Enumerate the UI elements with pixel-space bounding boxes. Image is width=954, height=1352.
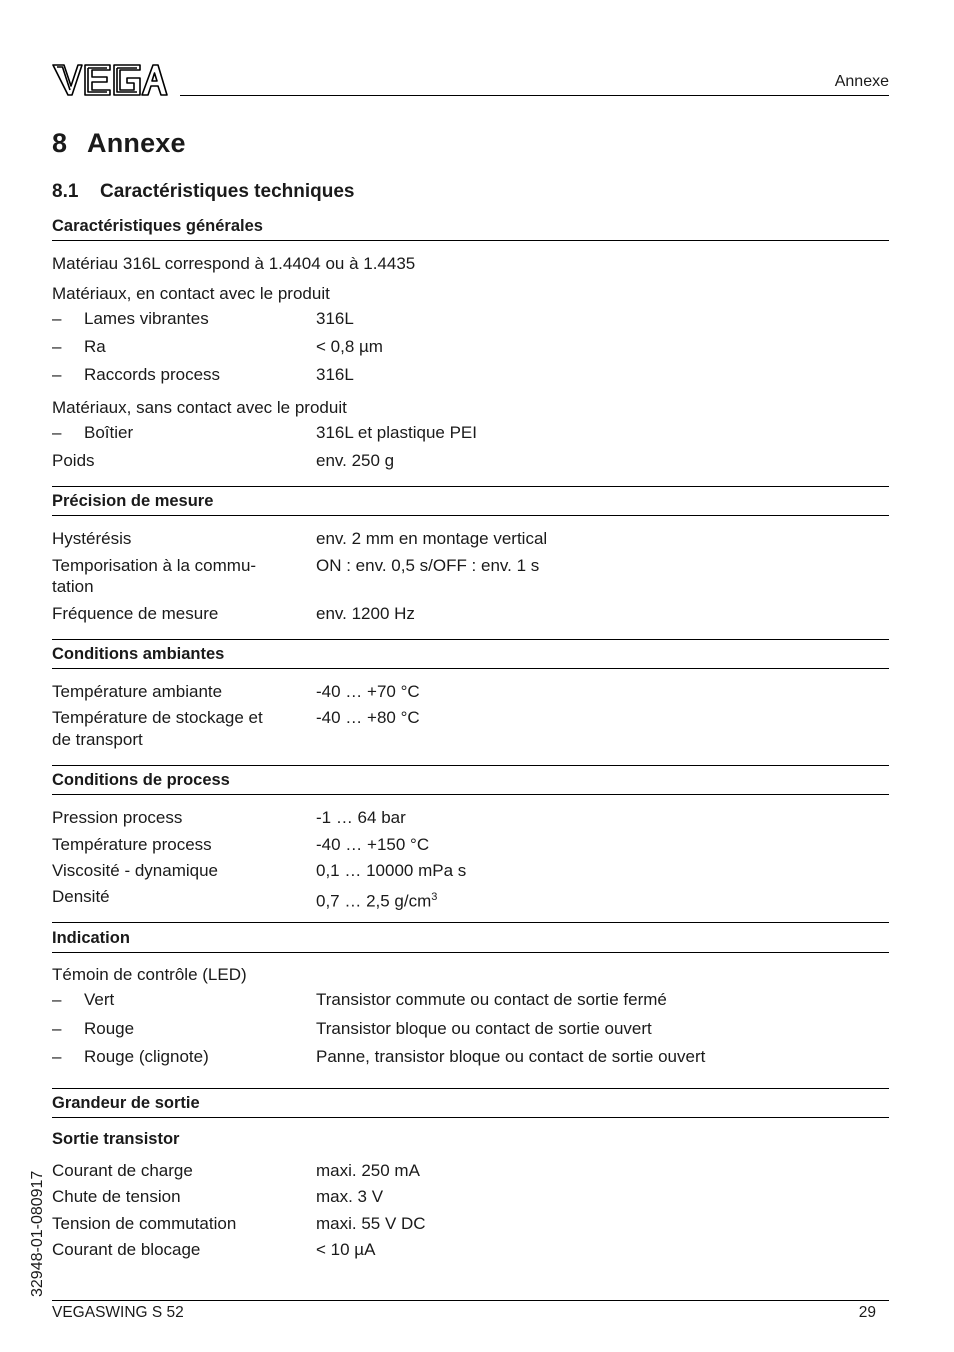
group-rule — [52, 1117, 889, 1118]
chapter-title — [52, 128, 186, 159]
section-number: 8.1 — [52, 181, 79, 202]
spec-label: Fréquence de mesure — [52, 604, 219, 623]
spec-value: maxi. 55 V DC — [316, 1214, 426, 1233]
spec-label: Ra — [84, 337, 106, 356]
section-title — [52, 181, 354, 203]
spec-label: Tension de commutation — [52, 1214, 237, 1233]
document-code: 32948-01-080917 — [29, 1170, 46, 1297]
group-rule — [52, 922, 889, 923]
header-section-title: Annexe — [834, 73, 889, 90]
spec-label: Temporisation à la commu- — [52, 556, 257, 575]
group-rule — [52, 1088, 889, 1089]
chapter-number: 8 — [52, 128, 68, 158]
list-dash: – — [52, 1047, 62, 1066]
spec-value: Transistor bloque ou contact de sortie ouvert — [316, 1019, 652, 1038]
spec-value: 316L — [316, 309, 354, 328]
group-rule — [52, 952, 889, 953]
spec-value: -1 … 64 bar — [316, 808, 406, 827]
spec-label: Rouge (clignote) — [84, 1047, 209, 1066]
footer-product-name: VEGASWING S 52 — [52, 1304, 184, 1321]
group-rule — [52, 240, 889, 241]
spec-label: Poids — [52, 451, 95, 470]
spec-value: -40 … +150 °C — [316, 835, 430, 854]
material-note: Matériau 316L correspond à 1.4404 ou à 1.4435 — [52, 254, 416, 273]
spec-value: 316L et plastique PEI — [316, 423, 477, 442]
group-title-indication: Indication — [52, 929, 130, 947]
wetted-materials-title: Matériaux, en contact avec le produit — [52, 284, 330, 303]
spec-value: < 0,8 µm — [316, 337, 383, 356]
spec-label: Courant de charge — [52, 1161, 193, 1180]
spec-label: Chute de tension — [52, 1187, 181, 1206]
spec-label: Densité — [52, 887, 110, 906]
spec-label: Lames vibrantes — [84, 309, 209, 328]
group-rule — [52, 794, 889, 795]
spec-label-continued: de transport — [52, 730, 143, 749]
spec-label: Hystérésis — [52, 529, 132, 548]
group-title-precision: Précision de mesure — [52, 492, 214, 510]
spec-value: Transistor commute ou contact de sortie fermé — [316, 990, 667, 1009]
section-title-text: Caractéristiques techniques — [100, 181, 355, 202]
spec-label-continued: tation — [52, 577, 94, 596]
group-title-ambient: Conditions ambiantes — [52, 645, 225, 663]
list-dash: – — [52, 309, 62, 328]
group-title-process: Conditions de process — [52, 771, 230, 789]
spec-label: Rouge — [84, 1019, 135, 1038]
spec-label: Température de stockage et — [52, 708, 263, 727]
nonwetted-materials-title: Matériaux, sans contact avec le produit — [52, 398, 347, 417]
list-dash: – — [52, 1019, 62, 1038]
list-dash: – — [52, 337, 62, 356]
footer-rule — [52, 1300, 889, 1301]
spec-value: 316L — [316, 365, 354, 384]
spec-value: env. 2 mm en montage vertical — [316, 529, 548, 548]
spec-value: env. 250 g — [316, 451, 395, 470]
density-exponent: 3 — [431, 891, 438, 903]
spec-label: Boîtier — [84, 423, 134, 442]
vega-logo — [52, 64, 168, 96]
group-rule — [52, 765, 889, 766]
spec-value: max. 3 V — [316, 1187, 384, 1206]
header-rule — [180, 95, 889, 96]
spec-value: -40 … +70 °C — [316, 682, 420, 701]
led-title: Témoin de contrôle (LED) — [52, 965, 247, 984]
group-rule — [52, 668, 889, 669]
spec-value — [316, 886, 437, 913]
spec-label: Raccords process — [84, 365, 221, 384]
group-rule — [52, 486, 889, 487]
density-value: 0,7 … 2,5 g/cm — [316, 891, 432, 911]
list-dash: – — [52, 990, 62, 1009]
spec-value: ON : env. 0,5 s/OFF : env. 1 s — [316, 556, 540, 575]
spec-label: Courant de blocage — [52, 1240, 201, 1259]
spec-label: Viscosité - dynamique — [52, 861, 218, 880]
spec-value: < 10 µA — [316, 1240, 376, 1259]
spec-label: Température process — [52, 835, 212, 854]
group-rule — [52, 639, 889, 640]
spec-value: env. 1200 Hz — [316, 604, 415, 623]
spec-value: -40 … +80 °C — [316, 708, 420, 727]
spec-value: 0,1 … 10000 mPa s — [316, 861, 467, 880]
chapter-title-text: Annexe — [87, 128, 186, 158]
list-dash: – — [52, 423, 62, 442]
spec-label: Température ambiante — [52, 682, 223, 701]
spec-value: Panne, transistor bloque ou contact de sortie ouvert — [316, 1047, 706, 1066]
list-dash: – — [52, 365, 62, 384]
group-rule — [52, 515, 889, 516]
spec-label: Pression process — [52, 808, 183, 827]
spec-label: Vert — [84, 990, 115, 1009]
spec-value: maxi. 250 mA — [316, 1161, 420, 1180]
transistor-output-title: Sortie transistor — [52, 1130, 180, 1148]
group-title-output: Grandeur de sortie — [52, 1094, 200, 1112]
group-title-general: Caractéristiques générales — [52, 217, 263, 235]
page-number: 29 — [858, 1304, 876, 1321]
